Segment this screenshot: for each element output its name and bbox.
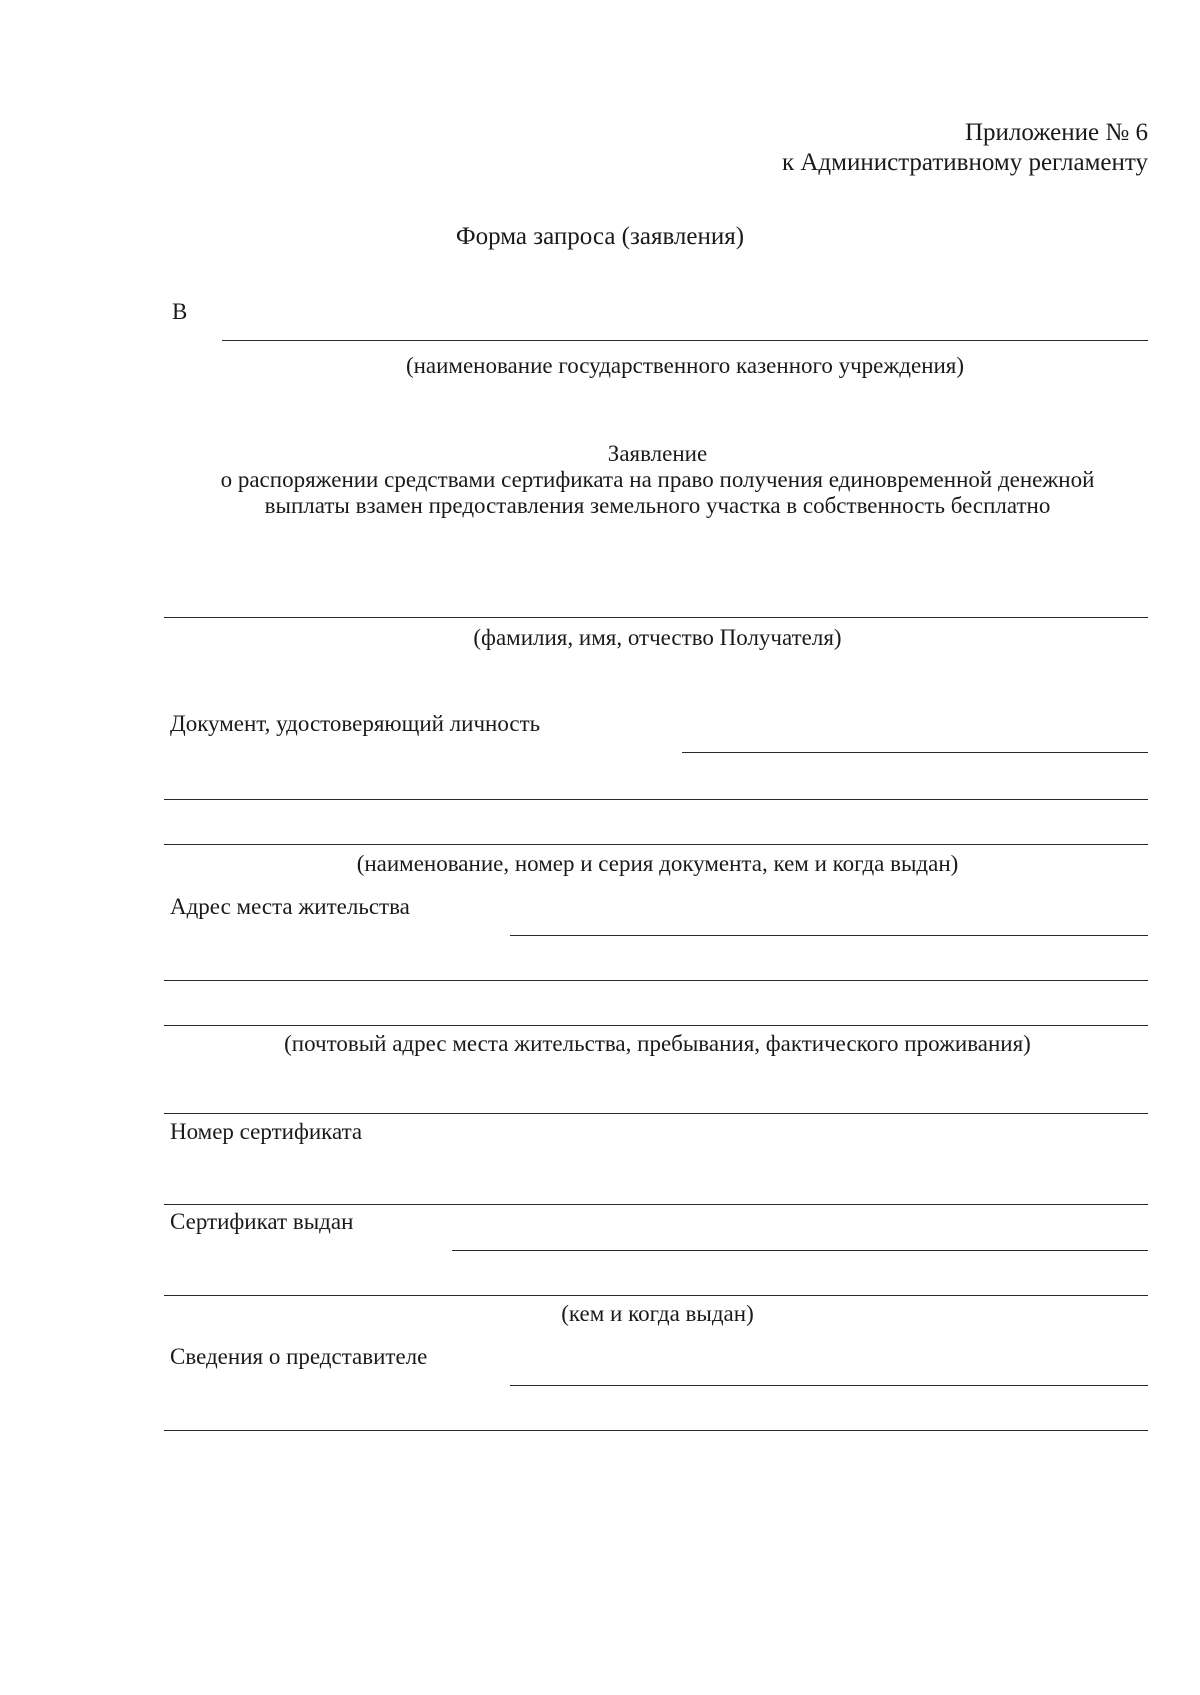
statement-subtitle-line1: о распоряжении средствами сертификата на право получения единовременной денежной [220, 467, 1095, 492]
residence-address-caption: (почтовый адрес места жительства, пребывания, фактического проживания) [284, 1031, 1031, 1056]
identity-document-caption: (наименование, номер и серия документа, кем и когда выдан) [356, 851, 959, 876]
identity-document-label: Документ, удостоверяющий личность [170, 711, 541, 736]
certificate-number-field-line[interactable] [164, 1204, 1148, 1205]
representative-field-line-1[interactable] [510, 1385, 1148, 1386]
residence-address-field-line-3[interactable] [164, 1025, 1148, 1026]
applicant-name-caption: (фамилия, имя, отчество Получателя) [473, 625, 842, 650]
residence-address-label: Адрес места жительства [170, 894, 410, 919]
representative-label: Сведения о представителе [170, 1344, 428, 1369]
certificate-issued-caption: (кем и когда выдан) [561, 1301, 754, 1326]
appendix-number: Приложение № 6 [964, 119, 1148, 146]
residence-address-field-line-2[interactable] [164, 980, 1148, 981]
identity-document-field-line-1[interactable] [682, 752, 1148, 753]
identity-document-field-line-2[interactable] [164, 799, 1148, 800]
residence-address-field-line-1[interactable] [510, 935, 1148, 936]
regulation-reference: к Административному регламенту [781, 149, 1148, 176]
certificate-issued-field-line-2[interactable] [164, 1295, 1148, 1296]
representative-field-line-2[interactable] [164, 1430, 1148, 1431]
residence-address-field-line-4[interactable] [164, 1113, 1148, 1114]
identity-document-field-line-3[interactable] [164, 844, 1148, 845]
certificate-number-label: Номер сертификата [170, 1119, 363, 1144]
statement-title: Заявление [607, 441, 708, 466]
applicant-name-field-line[interactable] [164, 617, 1148, 618]
form-title: Форма запроса (заявления) [455, 223, 745, 250]
recipient-prefix: В [172, 299, 188, 324]
recipient-field-line[interactable] [222, 340, 1148, 341]
certificate-issued-label: Сертификат выдан [170, 1209, 354, 1234]
statement-subtitle-line2: выплаты взамен предоставления земельного участка в собственность бесплатно [264, 493, 1051, 518]
certificate-issued-field-line-1[interactable] [452, 1250, 1148, 1251]
recipient-caption: (наименование государственного казенного учреждения) [405, 353, 965, 378]
